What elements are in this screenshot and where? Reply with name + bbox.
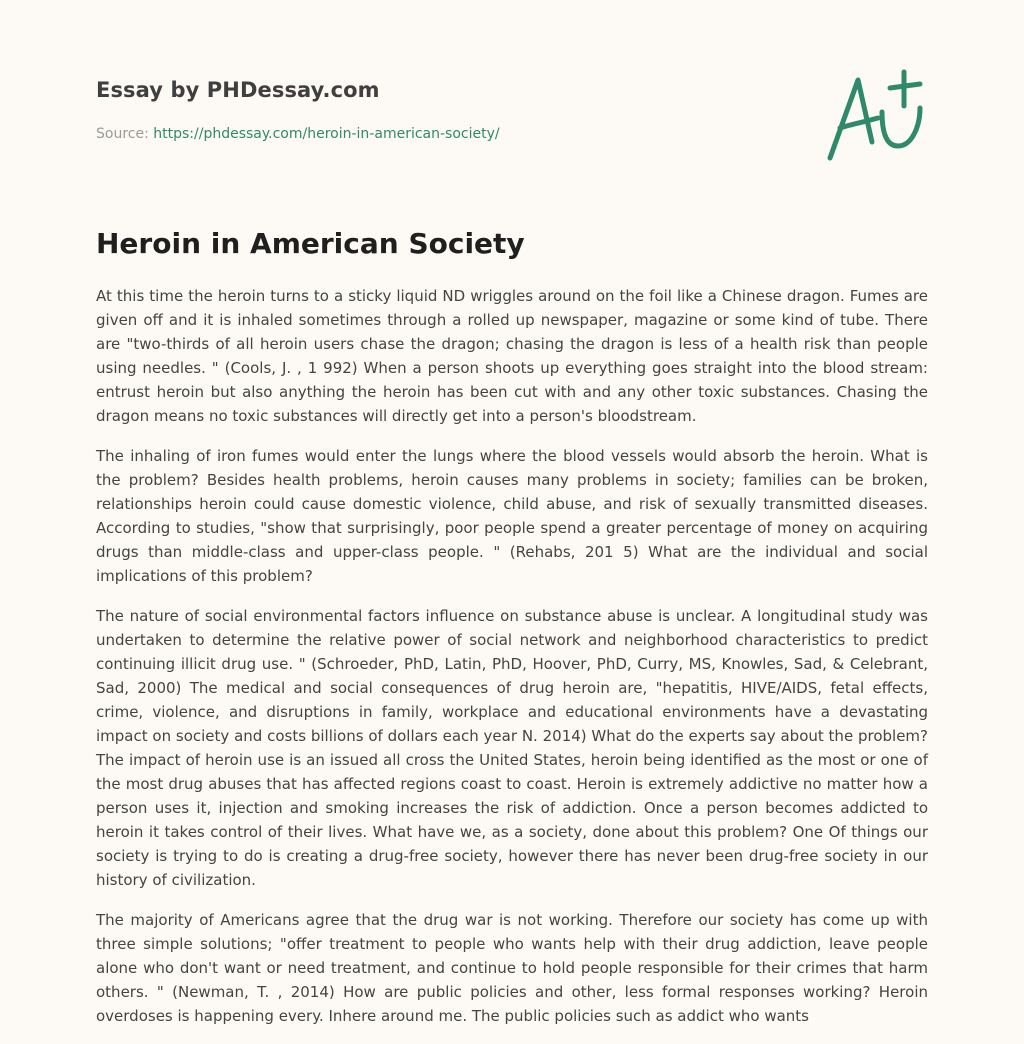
essay-paragraph: The majority of Americans agree that the drug war is not working. Therefore our society has come up with three simple solutions; "offer treatment to people who wants help with their drug addiction, leave people alone who don't want or need treatment, and continue to hold people responsible for their crimes that harm others. " (Newman, T. , 2014) How are public policies and other, less formal responses working? Heroin overdoses is happening every. Inhere around me. The public policies such as addict who wants <box>96 911 928 1025</box>
essay-paragraph: The inhaling of iron fumes would enter the lungs where the blood vessels would absorb the heroin. What is the problem? Besides health problems, heroin causes many problems in society; families can be broken, relationships heroin could cause domestic violence, child abuse, and risk of sexually transmitted diseases. According to studies, "show that surprisingly, poor people spend a greater percentage of money on acquiring drugs than middle-class and upper-class people. " (Rehabs, 201 5) What are the individual and social implications of this problem? <box>96 447 928 585</box>
essay-title: Heroin in American Society <box>96 227 525 260</box>
page-header <box>96 76 796 144</box>
source-line <box>96 124 796 144</box>
source-link[interactable]: https://phdessay.com/heroin-in-american-society/ <box>153 126 500 142</box>
essay-body <box>96 284 928 1044</box>
essay-paragraph: At this time the heroin turns to a sticky liquid ND wriggles around on the foil like a Chinese dragon. Fumes are given off and it is inhaled sometimes through a rolled up newspaper, magazine or some kind of tube. There are "two-thirds of all heroin users chase the dragon; chasing the dragon is less of a health risk than people using needles. " (Cools, J. , 1 992) When a person shoots up everything goes straight into the blood stream: entrust heroin but also anything the heroin has been cut with and any other toxic substances. Chasing the dragon means no toxic substances will directly get into a person's bloodstream. <box>96 287 928 425</box>
brand-title: Essay by PHDessay.com <box>96 78 380 102</box>
source-label: Source: <box>96 126 154 142</box>
essay-paragraph: The nature of social environmental factors influence on substance abuse is unclear. A longitudinal study was undertaken to determine the relative power of social network and neighborhood characteristics to predict continuing illicit drug use. " (Schroeder, PhD, Latin, PhD, Hoover, PhD, Curry, MS, Knowles, Sad, & Celebrant, Sad, 2000) The medical and social consequences of drug heroin are, "hepatitis, HIVE/AIDS, fetal effects, crime, violence, and disruptions in family, workplace and educational environments have a devastating impact on society and costs billions of dollars each year N. 2014) What do the experts say about the problem? The impact of heroin use is an issued all cross the United States, heroin being identified as the most or one of the most drug abuses that has affected regions coast to coast. Heroin is extremely addictive no matter how a person uses it, injection and smoking increases the risk of addiction. Once a person becomes addicted to heroin it takes control of their lives. What have we, as a society, done about this problem? One Of things our society is trying to do is creating a drug-free society, however there has never been drug-free society in our history of civilization. <box>96 607 928 889</box>
a-plus-grade-icon <box>820 66 930 166</box>
